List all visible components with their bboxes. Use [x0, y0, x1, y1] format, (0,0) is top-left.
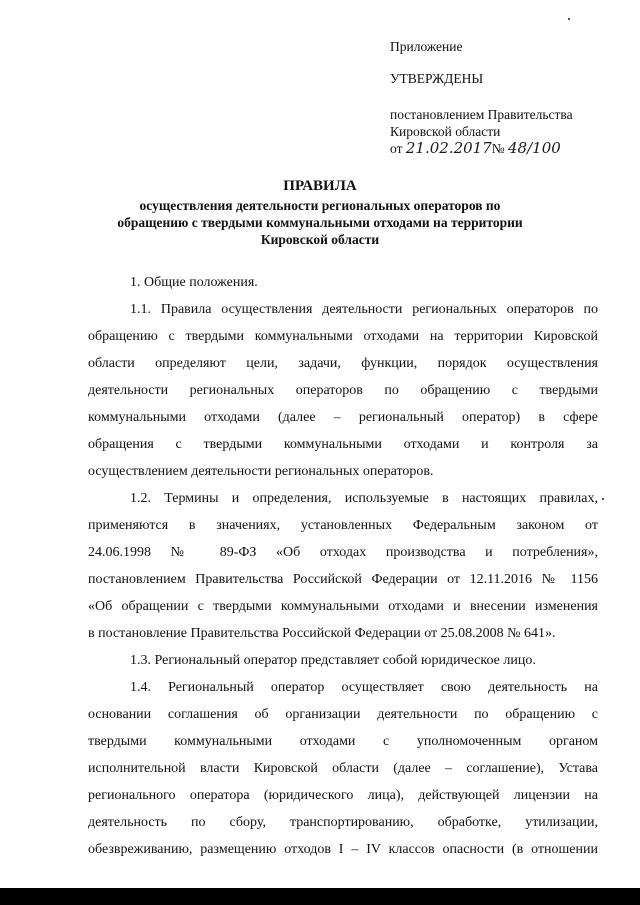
document-subtitle: [100, 197, 540, 248]
scan-speck: [568, 18, 570, 20]
body-line: постановлением Правительства Российской Федерации от 12.11.2016 № 1156: [88, 572, 598, 587]
body-line: деятельность по сбору, транспортированию, обработке, утилизации,: [88, 815, 598, 830]
scan-border-bar: [0, 888, 640, 905]
scan-speck: [602, 498, 604, 500]
body-line: исполнительной власти Кировской области (далее – соглашение), Устава: [88, 761, 598, 776]
subtitle-line: обращению с твердыми коммунальными отходами на территории: [117, 215, 523, 230]
handwritten-date: 21.02.2017: [405, 139, 492, 157]
document-title: ПРАВИЛА: [283, 178, 357, 194]
body-line: осуществлением деятельности региональных операторов.: [88, 464, 434, 479]
body-line: твердыми коммунальными отходами с уполномоченным органом: [88, 734, 598, 749]
decree-line-2: Кировской области: [390, 124, 501, 139]
date-prefix: от: [390, 141, 403, 156]
body-line: 24.06.1998 № 89-ФЗ «Об отходах производства и потребления»,: [88, 545, 598, 560]
appendix-label: Приложение: [390, 39, 463, 54]
subtitle-line: Кировской области: [260, 232, 380, 247]
body-line: 1.3. Региональный оператор представляет собой юридическое лицо.: [130, 653, 536, 668]
body-line: области определяют цели, задачи, функции, порядок осуществления: [88, 356, 598, 371]
body-line: коммунальными отходами (далее – региональный оператор) в сфере: [88, 410, 598, 425]
body-line: регионального оператора (юридического лица), действующей лицензии на: [88, 788, 598, 803]
body-line: в постановление Правительства Российской Федерации от 25.08.2008 № 641».: [88, 626, 556, 641]
body-line: обращения с твердыми коммунальными отходами и контроля за: [88, 437, 598, 452]
body-line: «Об обращении с твердыми коммунальными отходами и внесении изменения: [88, 599, 598, 614]
decree-line-1: постановлением Правительства: [390, 107, 573, 122]
body-line: применяются в значениях, установленных Федеральным законом от: [88, 518, 598, 533]
body-line: обезвреживанию, размещению отходов I – IV классов опасности (в отношении: [88, 842, 598, 857]
approved-label: УТВЕРЖДЕНЫ: [390, 71, 484, 86]
decree-date-line: [390, 140, 561, 157]
body-line: обращению с твердыми коммунальными отходами на территории Кировской: [88, 329, 598, 344]
body-line: 1.4. Региональный оператор осуществляет свою деятельность на: [130, 680, 598, 695]
subtitle-line: осуществления деятельности региональных операторов по: [139, 198, 501, 213]
body-line: основании соглашения об организации деятельности по обращению с: [88, 707, 598, 722]
section-heading: 1. Общие положения.: [130, 275, 258, 290]
handwritten-number: 48/100: [508, 139, 561, 157]
body-line: деятельности региональных операторов по обращению с твердыми: [88, 383, 598, 398]
number-prefix: №: [491, 141, 505, 156]
body-line: 1.1. Правила осуществления деятельности региональных операторов по: [130, 302, 598, 317]
body-line: 1.2. Термины и определения, используемые в настоящих правилах,: [130, 491, 598, 506]
